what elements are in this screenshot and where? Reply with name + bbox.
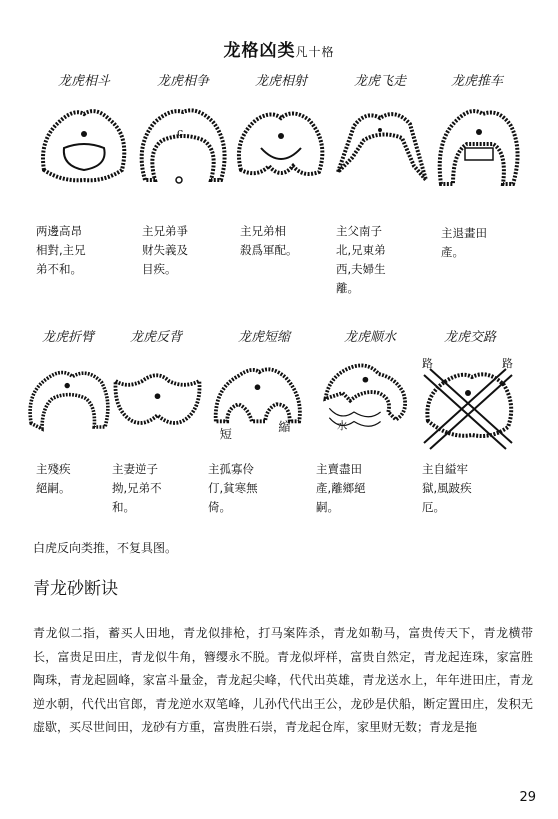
figure-caption-10 — [422, 460, 504, 517]
caption-line: 殺爲軍配。 — [240, 243, 298, 257]
caption-line: 厄。 — [422, 500, 445, 514]
title-main: 龙格凶类 — [223, 41, 296, 61]
page-number: 29 — [519, 790, 536, 805]
figure-diagram-1 — [34, 100, 134, 200]
caption-line: 主自縊牢 — [422, 462, 468, 476]
caption-line: 拗,兄弟不 — [112, 481, 162, 495]
figure-label-4: 龙虎飞走 — [353, 74, 406, 89]
figure-caption-7 — [112, 460, 194, 517]
diagram-mark: 路 — [422, 357, 433, 370]
caption-line: 產。 — [441, 245, 464, 259]
caption-line: 主殘疾 — [36, 462, 71, 476]
caption-line: 離。 — [336, 281, 359, 295]
svg-text:c: c — [177, 126, 184, 139]
caption-line: 獄,風跛疾 — [422, 481, 472, 495]
section-heading: 青龙砂断诀 — [33, 579, 118, 599]
caption-line: 主賣盡田 — [316, 462, 362, 476]
figure-diagram-2 — [133, 100, 233, 200]
figure-diagram-8 — [210, 355, 305, 445]
figure-diagram-7 — [110, 360, 205, 440]
caption-line: 產,離鄉絕 — [316, 481, 366, 495]
diagram-mark: 路 — [502, 357, 513, 370]
caption-line: 主兄弟爭 — [142, 224, 188, 238]
caption-line: 主孤寡伶 — [208, 462, 254, 476]
caption-line: 主父南子 — [336, 224, 382, 238]
body-paragraph: 青龙似二指，蓄买人田地，青龙似排枪，打马案阵杀，青龙如勒马，富贵传天下，青龙横带长，富贵足田庄，青龙似牛角，簪缨永不脱。青龙似坪样，富贵自然定，青龙起连珠，家富胜陶珠，青龙起圆峰，家富斗量金，青龙起尖峰，代代出英雄，青龙送水上，年年进田庄，青龙逆水朝，代代出官郎，青龙逆水双笔峰，儿孙代代出王公，龙砂是伏船，断定置田庄，发积无虚歇，买尽世间田，龙砂有方重，富贵胜石崇，青龙起仓库，家里财无数；青龙是拖 — [33, 626, 533, 734]
caption-line: 两邊高昂 — [36, 224, 82, 238]
diagram-mark: 水 — [336, 420, 348, 433]
figure-label-8: 龙虎短缩 — [237, 330, 290, 345]
figure-caption-1 — [36, 222, 118, 279]
figure-label-5: 龙虎推车 — [450, 74, 503, 89]
figure-label-7: 龙虎反背 — [129, 330, 182, 345]
title-sub: 凡十格 — [295, 45, 335, 59]
caption-line: 仃,貧寒無 — [208, 481, 258, 495]
caption-line: 和。 — [112, 500, 135, 514]
figure-diagram-9 — [316, 355, 411, 450]
figure-label-10: 龙虎交路 — [443, 330, 496, 345]
figure-caption-2 — [142, 222, 224, 279]
diagram-mark: 縮 — [278, 419, 291, 434]
figure-caption-3 — [240, 222, 322, 260]
figure-diagram-3 — [231, 100, 331, 200]
caption-line: 主退畫田 — [441, 226, 487, 240]
figure-diagram-4 — [330, 100, 430, 200]
figure-diagram-10 — [418, 355, 518, 455]
figure-diagram-5 — [427, 100, 527, 200]
caption-line: 财失義及 — [142, 243, 188, 257]
caption-line: 絕嗣。 — [36, 481, 71, 495]
figure-label-6: 龙虎折臂 — [41, 330, 94, 345]
figure-caption-4 — [336, 222, 418, 298]
page-title — [0, 36, 558, 61]
diagram-mark: 短 — [219, 427, 232, 442]
figure-label-1: 龙虎相斗 — [57, 74, 110, 89]
figure-note: 白虎反向类推，不复具图。 — [33, 541, 178, 555]
figure-label-9: 龙虎顺水 — [343, 330, 396, 345]
caption-line: 北,兄東弟 — [336, 243, 386, 257]
caption-line: 嗣。 — [316, 500, 339, 514]
caption-line: 倚。 — [208, 500, 231, 514]
figure-label-3: 龙虎相射 — [254, 74, 307, 89]
figure-label-2: 龙虎相争 — [156, 74, 209, 89]
figure-diagram-6 — [24, 355, 114, 445]
caption-line: 弟不和。 — [36, 262, 82, 276]
caption-line: 主兄弟相 — [240, 224, 286, 238]
caption-line: 主妻逆子 — [112, 462, 158, 476]
figure-caption-5 — [441, 224, 523, 262]
figure-caption-9 — [316, 460, 398, 517]
figure-caption-8 — [208, 460, 290, 517]
caption-line: 相對,主兄 — [36, 243, 86, 257]
figure-caption-6 — [36, 460, 118, 498]
caption-line: 西,夫婦生 — [336, 262, 386, 276]
caption-line: 目疾。 — [142, 262, 177, 276]
